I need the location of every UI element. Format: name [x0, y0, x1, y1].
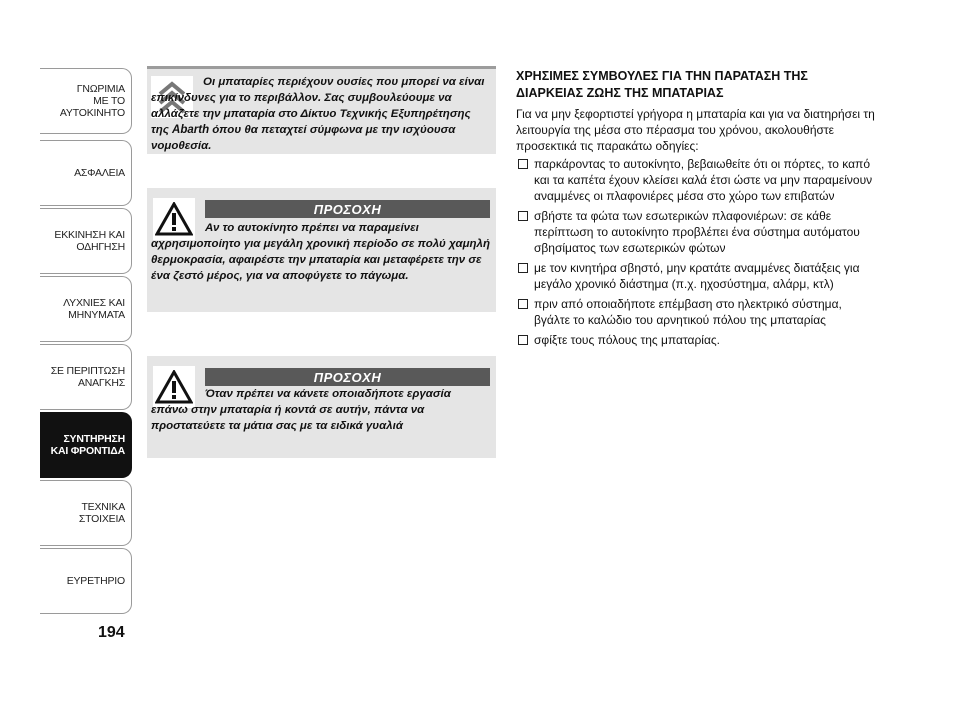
checkbox-bullet-icon [518, 299, 528, 309]
list-item-text: πριν από οποιαδήποτε επέμβαση στο ηλεκτρικό σύστημα, βγάλτε το καλώδιο του αρνητικού πόλου της μπαταρίας [534, 297, 842, 327]
warning-text: Αν το αυτοκίνητο πρέπει να παραμείνει αχρησιμοποίητο για μεγάλη χρονική περίοδο σε πολύ χαμηλή θερμοκρασία, αφαιρέστε την μπαταρία και μεταφέρετε την σε ένα ζεστό μέρος, για να αποφύγετε το πάγωμα. [151, 222, 490, 282]
list-item [516, 156, 876, 204]
list-item-text: παρκάροντας το αυτοκίνητο, βεβαιωθείτε ότι οι πόρτες, το καπό και τα καπέτα έχουν κλείσει καλά έτσι ώστε να μην παραμείνουν αναμμένες οι πλαφονιέρες μέσα στο χώρο των επιβατών [534, 157, 873, 203]
checkbox-bullet-icon [518, 263, 528, 273]
warning-title: ΠΡΟΣΟΧΗ [205, 368, 490, 386]
environment-note [147, 66, 496, 154]
warning-text: Όταν πρέπει να κάνετε οποιαδήποτε εργασία επάνω στην μπαταρία ή κοντά σε αυτήν, πάντα να προστατεύετε τα μάτια σας με τα ειδικά γυαλιά [151, 388, 451, 432]
note-top-rule [147, 66, 496, 69]
tab-lights-messages[interactable]: ΛΥΧΝΙΕΣ ΚΑΙ ΜΗΝΥΜΑΤΑ [40, 276, 132, 342]
tab-safety[interactable]: ΑΣΦΑΛΕΙΑ [40, 140, 132, 206]
list-item-text: σβήστε τα φώτα των εσωτερικών πλαφονιέρων: σε κάθε περίπτωση το αυτοκίνητο προβλέπει ένα σύστημα αυτόματου σβησίματος των εσωτερικών φώτων [534, 209, 860, 255]
tab-emergency[interactable]: ΣΕ ΠΕΡΙΠΤΩΣΗ ΑΝΑΓΚΗΣ [40, 344, 132, 410]
warning-box-cold [147, 188, 496, 312]
battery-tips-section [516, 68, 876, 352]
tips-list [516, 156, 876, 348]
environment-note-text: Οι μπαταρίες περιέχουν ουσίες που μπορεί να είναι επικίνδυνες για το περιβάλλον. Σας συμβουλεύουμε να αλλάζετε την μπαταρία στο Δίκτυο Τεχνικής Εξυπηρέτησης της Abarth όπου θα πεταχτεί σύμφωνα με την ισχύουσα νομοθεσία. [151, 76, 485, 152]
list-item [516, 296, 876, 328]
list-item [516, 332, 876, 348]
tab-getting-to-know[interactable]: ΓΝΩΡΙΜΙΑ ΜΕ ΤΟ ΑΥΤΟΚΙΝΗΤΟ [40, 68, 132, 134]
section-intro: Για να μην ξεφορτιστεί γρήγορα η μπαταρία και για να διατηρήσει τη λειτουργία της μέσα στο πέρασμα του χρόνου, ακολουθήστε προσεκτικά τις παρακάτω οδηγίες: [516, 107, 875, 153]
checkbox-bullet-icon [518, 335, 528, 345]
warning-title: ΠΡΟΣΟΧΗ [205, 200, 490, 218]
list-item-text: σφίξτε τους πόλους της μπαταρίας. [534, 333, 721, 347]
list-item [516, 260, 876, 292]
list-item [516, 208, 876, 256]
warning-box-eyes [147, 356, 496, 458]
tab-starting-driving[interactable]: ΕΚΚΙΝΗΣΗ ΚΑΙ ΟΔΗΓΗΣΗ [40, 208, 132, 274]
checkbox-bullet-icon [518, 159, 528, 169]
checkbox-bullet-icon [518, 211, 528, 221]
page-number: 194 [98, 624, 125, 641]
tab-maintenance-care[interactable]: ΣΥΝΤΗΡΗΣΗ ΚΑΙ ΦΡΟΝΤΙΔΑ [40, 412, 132, 478]
tab-technical-data[interactable]: ΤΕΧΝΙΚΑ ΣΤΟΙΧΕΙΑ [40, 480, 132, 546]
section-title: ΧΡΗΣΙΜΕΣ ΣΥΜΒΟΥΛΕΣ ΓΙΑ ΤΗΝ ΠΑΡΑΤΑΣΗ ΤΗΣ ΔΙΑΡΚΕΙΑΣ ΖΩΗΣ ΤΗΣ ΜΠΑΤΑΡΙΑΣ [516, 69, 808, 100]
list-item-text: με τον κινητήρα σβηστό, μην κρατάτε αναμμένες διατάξεις για μεγάλο χρονικό διάστημα (π.χ. ηχοσύστημα, αλάρμ, κτλ) [534, 261, 860, 291]
tab-index[interactable]: ΕΥΡΕΤΗΡΙΟ [40, 548, 132, 614]
